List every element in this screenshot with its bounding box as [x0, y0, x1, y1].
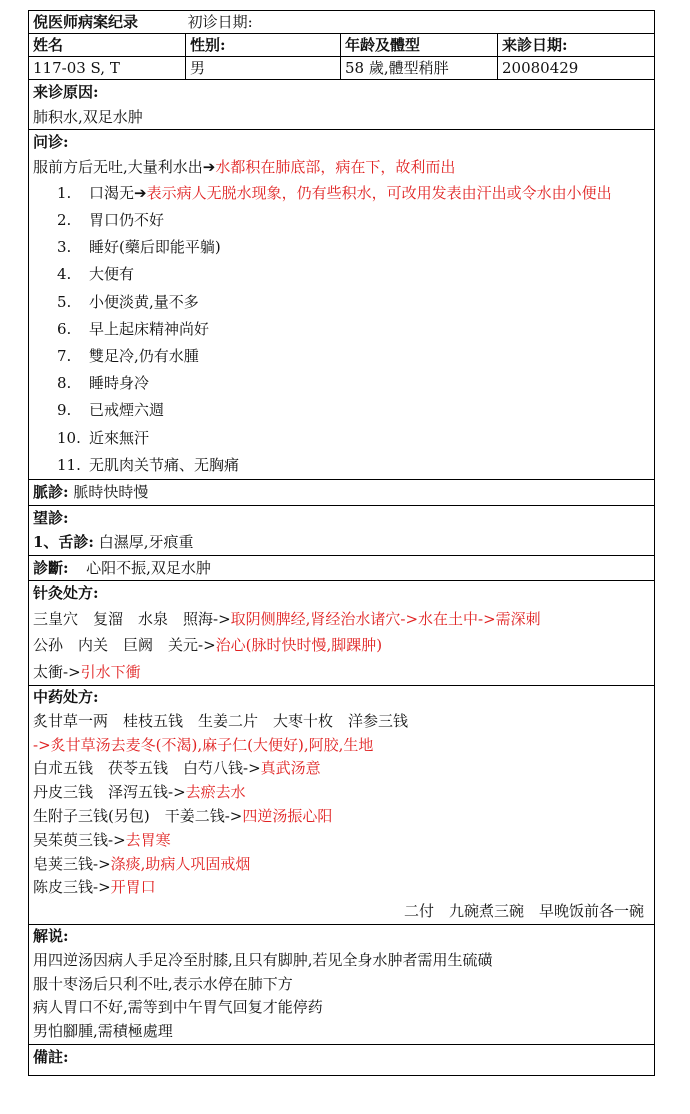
herb-text: 炙甘草一两 桂枝五钱 生姜二片 大枣十枚 洋参三钱 [33, 711, 409, 730]
reason-text: 肺积水,双足水肿 [33, 107, 143, 126]
inquiry-list [33, 179, 650, 479]
arrow-icon: ➔ [202, 157, 216, 176]
item-text: 口渴无 [89, 184, 135, 202]
herb-note: ->炙甘草汤去麦冬(不渴),麻子仁(大便好),阿胶,生地 [33, 735, 374, 754]
acupuncture-note: 取阴侧脾经,肾经治水诸穴->水在土中->需深刺 [230, 609, 541, 628]
item-number: 2. [57, 211, 72, 229]
diagnosis-label: 診斷: [33, 558, 69, 577]
item-number: 3. [57, 238, 72, 257]
herb-text: 丹皮三钱 泽泻五钱-> [33, 783, 186, 802]
herb-text: 白朮五钱 茯苓五钱 白芍八钱-> [33, 759, 261, 778]
reason-label: 来诊原因: [33, 83, 99, 101]
herb-note: 开胃口 [110, 878, 156, 897]
item-text: 已戒煙六週 [89, 401, 165, 420]
item-number: 9. [57, 401, 72, 420]
explain-section [29, 925, 655, 1045]
pulse-line [33, 480, 650, 505]
date-label: 来診日期: [498, 34, 655, 57]
inquiry-item-2 [33, 207, 650, 234]
acupuncture-points: 公孙 内关 巨阙 关元-> [33, 636, 216, 655]
inquiry-item-3 [33, 234, 650, 261]
item-text: 雙足冷,仍有水腫 [89, 347, 199, 366]
herb-note: 涤痰,助病人巩固戒烟 [110, 854, 251, 873]
acupuncture-points: 三皇穴 复溜 水泉 照海-> [33, 609, 231, 628]
item-text: 大便有 [89, 265, 135, 284]
herb-note: 四逆汤振心阳 [242, 807, 333, 826]
inquiry-item-10 [33, 425, 650, 452]
herb-note: 去胃寒 [125, 830, 171, 849]
pulse-section [29, 480, 655, 506]
item-number: 5. [57, 292, 72, 311]
acupuncture-line-1 [33, 606, 650, 633]
item-number: 11. [57, 455, 81, 474]
acupuncture-note: 引水下衝 [80, 662, 141, 681]
item-number: 7. [57, 347, 72, 366]
patient-name: 117-03 S, T [29, 57, 186, 80]
item-note: 表示病人无脱水现象，仍有些积水，可改用发表由汗出或令水由小便出 [146, 184, 612, 202]
title-row [29, 11, 655, 34]
item-text: 早上起床精神尚好 [89, 319, 210, 338]
herb-line-3 [33, 757, 650, 781]
herb-note: 去瘀去水 [185, 783, 246, 802]
acupuncture-line-3 [33, 659, 650, 686]
inquiry-item-5 [33, 289, 650, 316]
tongue-line [33, 530, 650, 555]
inquiry-item-8 [33, 370, 650, 397]
explain-line-3: 病人胃口不好,需等到中午胃气回复才能停药 [33, 998, 323, 1017]
acupuncture-section [29, 581, 655, 686]
inquiry-intro-note: 水都积在肺底部，病在下，故利而出 [215, 157, 456, 176]
inquiry-item-9 [33, 397, 650, 424]
record-table [28, 10, 655, 1076]
inquiry-item-1 [33, 179, 650, 207]
item-text: 睡時身冷 [89, 374, 150, 393]
patient-sex: 男 [186, 57, 341, 80]
observe-label: 望診: [33, 508, 69, 527]
item-number: 6. [57, 319, 72, 338]
inquiry-intro [33, 155, 650, 180]
item-number: 4. [57, 265, 72, 284]
inquiry-item-7 [33, 343, 650, 370]
inquiry-section [29, 130, 655, 480]
inquiry-label: 问诊: [33, 133, 69, 151]
first-visit-label: 初诊日期: [187, 13, 253, 31]
herb-line-1 [33, 710, 650, 734]
herb-text: 陈皮三钱-> [33, 878, 111, 897]
item-text: 近來無汗 [89, 428, 150, 447]
reason-section [29, 80, 655, 130]
herb-note: 真武汤意 [260, 759, 321, 778]
herb-line-2 [33, 734, 650, 758]
inquiry-item-4 [33, 261, 650, 288]
herb-text: 吴茱萸三钱-> [33, 830, 126, 849]
diagnosis-section [29, 555, 655, 581]
herb-text: 生附子三钱(另包) 干姜二钱-> [33, 807, 243, 826]
herbs-label: 中药处方: [33, 688, 99, 707]
item-text: 胃口仍不好 [89, 211, 165, 229]
item-text: 小便淡黄,量不多 [89, 292, 199, 311]
pulse-label: 脈診: [33, 483, 69, 502]
herb-dosage: 二付 九碗煮三碗 早晚饭前各一碗 [404, 902, 645, 921]
item-number: 1. [57, 184, 72, 202]
explain-line-4: 男怕腳腫,需積極處理 [33, 1022, 173, 1041]
herb-line-7 [33, 853, 650, 877]
inquiry-item-11 [33, 452, 650, 479]
herb-line-4 [33, 781, 650, 805]
diagnosis-text: 心阳不振,双足水肿 [86, 558, 211, 577]
inquiry-intro-text: 服前方后无吐,大量利水出 [33, 157, 203, 176]
item-number: 8. [57, 374, 72, 393]
explain-label: 解说: [33, 927, 69, 945]
pulse-text: 脈時快時慢 [73, 483, 149, 502]
sex-label: 性别: [186, 34, 341, 57]
record-title: 倪医师病案纪录 [33, 13, 139, 31]
herbs-section [29, 686, 655, 925]
item-number: 10. [57, 428, 81, 447]
age-label: 年龄及體型 [341, 34, 498, 57]
herb-line-6 [33, 829, 650, 853]
observe-section [29, 505, 655, 555]
name-label: 姓名 [29, 34, 186, 57]
patient-age: 58 歲,體型稍胖 [341, 57, 498, 80]
herb-line-5 [33, 805, 650, 829]
acupuncture-note: 治心(脉时快时慢,脚踝肿) [215, 636, 383, 655]
tongue-text: 白濕厚,牙痕重 [98, 533, 194, 552]
medical-record [28, 10, 654, 1076]
explain-line-2: 服十枣汤后只利不吐,表示水停在肺下方 [33, 974, 293, 993]
diagnosis-line [33, 556, 650, 581]
tongue-label: 1、舌診: [33, 533, 94, 552]
explain-line-1: 用四逆汤因病人手足冷至肘膝,且只有脚肿,若见全身水肿者需用生硫磺 [33, 950, 493, 969]
herb-text: 皂荚三钱-> [33, 854, 111, 873]
remarks-section [29, 1044, 655, 1075]
inquiry-item-6 [33, 316, 650, 343]
acupuncture-label: 针灸处方: [33, 584, 99, 603]
item-text: 睡好(藥后即能平躺) [89, 238, 221, 257]
arrow-icon: ➔ [134, 184, 147, 202]
acupuncture-points: 太衝-> [33, 662, 81, 681]
item-text: 无肌肉关节痛、无胸痛 [89, 455, 240, 474]
acupuncture-line-2 [33, 632, 650, 659]
remarks-label: 備註: [33, 1047, 69, 1066]
visit-date: 20080429 [498, 57, 655, 80]
herb-line-8 [33, 876, 650, 900]
